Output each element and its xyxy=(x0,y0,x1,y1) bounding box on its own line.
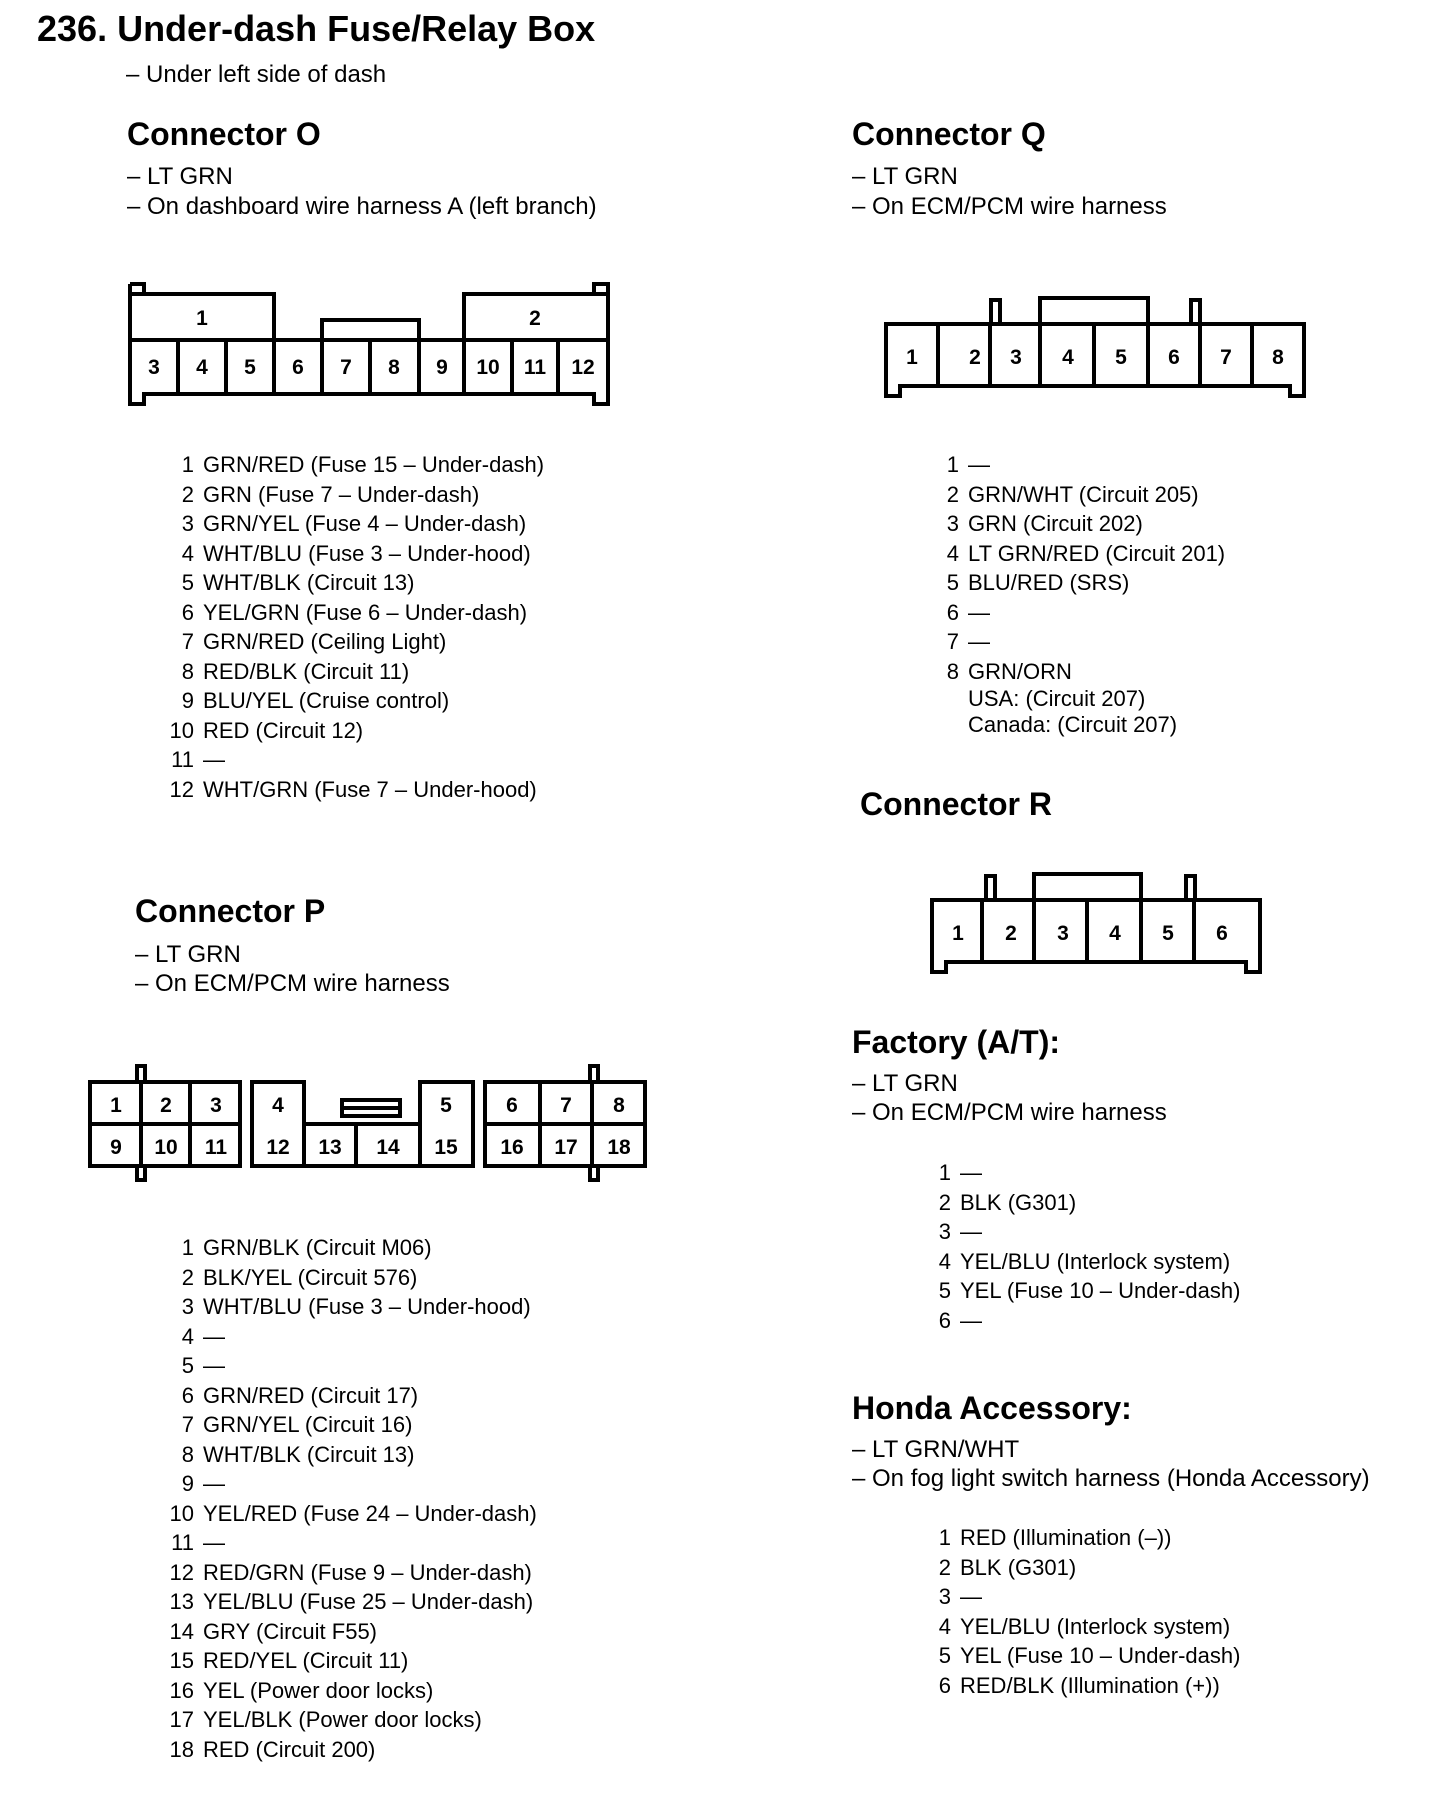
pin-row: 4 — xyxy=(181,1323,225,1349)
connector-p-pin-9: 9 xyxy=(110,1136,122,1159)
accessory-color: – LT GRN/WHT xyxy=(852,1436,1020,1463)
connector-r-pin-2: 2 xyxy=(1005,922,1017,945)
connector-p-heading: Connector P xyxy=(135,893,326,929)
pin-row: 5 — xyxy=(181,1353,225,1378)
pin-row: 2 BLK/YEL (Circuit 576) xyxy=(181,1264,418,1290)
connector-p-pin-12: 12 xyxy=(266,1136,290,1159)
pin-row: 10 RED (Circuit 12) xyxy=(169,717,364,743)
pin-row: 5 YEL (Fuse 10 – Under-dash) xyxy=(938,1643,1241,1668)
connector-q-location: – On ECM/PCM wire harness xyxy=(852,193,1167,220)
pin-row: 12 RED/GRN (Fuse 9 – Under-dash) xyxy=(169,1559,532,1585)
accessory-heading: Honda Accessory: xyxy=(852,1390,1132,1426)
pin-row: 7 GRN/YEL (Circuit 16) xyxy=(181,1412,413,1437)
factory-color: – LT GRN xyxy=(852,1070,958,1097)
connector-o-color: – LT GRN xyxy=(127,163,233,190)
pin-row: 1 GRN/BLK (Circuit M06) xyxy=(181,1235,432,1260)
pin-row: 4 LT GRN/RED (Circuit 201) xyxy=(946,540,1226,566)
connector-o-location: – On dashboard wire harness A (left branch) xyxy=(127,193,597,220)
connector-o-pin-2: 2 xyxy=(529,307,541,330)
pin-row: 9 — xyxy=(181,1471,225,1496)
pin-row: 4 YEL/BLU (Interlock system) xyxy=(938,1248,1231,1274)
pin-row: 10 YEL/RED (Fuse 24 – Under-dash) xyxy=(169,1500,537,1526)
connector-p-color: – LT GRN xyxy=(135,941,241,968)
connector-q-heading: Connector Q xyxy=(852,116,1046,152)
pin-row: 6 — xyxy=(938,1307,982,1333)
pin-row: 7 — xyxy=(946,629,990,654)
pin-row: 5 BLU/RED (SRS) xyxy=(946,570,1130,595)
pin-row: 6 GRN/RED (Circuit 17) xyxy=(181,1382,419,1408)
pin-row: 6 YEL/GRN (Fuse 6 – Under-dash) xyxy=(181,599,528,625)
connector-p-pin-16: 16 xyxy=(500,1136,524,1159)
connector-q-pin-3: 3 xyxy=(1010,346,1022,369)
connector-p-pin-4: 4 xyxy=(272,1094,284,1117)
factory-location: – On ECM/PCM wire harness xyxy=(852,1099,1167,1126)
pin-row: 8 WHT/BLK (Circuit 13) xyxy=(181,1441,415,1467)
connector-o-diagram xyxy=(122,272,622,412)
connector-r-pin-5: 5 xyxy=(1162,922,1174,945)
pin-row: 5 YEL (Fuse 10 – Under-dash) xyxy=(938,1278,1241,1303)
pin-row: 12 WHT/GRN (Fuse 7 – Under-hood) xyxy=(169,776,537,802)
pin-row: 8 RED/BLK (Circuit 11) xyxy=(181,658,410,684)
connector-p-pin-15: 15 xyxy=(434,1136,458,1159)
pin-row: 11 — xyxy=(171,1530,225,1555)
connector-o-pin-9: 9 xyxy=(436,356,448,379)
connector-p-pin-7: 7 xyxy=(560,1094,572,1117)
pin-row: 1 RED (Illumination (–)) xyxy=(938,1525,1172,1550)
pin-row: 11 — xyxy=(171,747,225,772)
connector-r-pin-4: 4 xyxy=(1109,922,1121,945)
pin-row: 3 GRN/YEL (Fuse 4 – Under-dash) xyxy=(181,511,527,536)
connector-q-pin-7: 7 xyxy=(1220,346,1232,369)
pin-row-cont: Canada: (Circuit 207) xyxy=(968,712,1178,737)
pin-row: 17 YEL/BLK (Power door locks) xyxy=(169,1707,482,1732)
connector-r-diagram xyxy=(924,868,1264,978)
connector-p-pin-13: 13 xyxy=(318,1136,342,1159)
pin-row: 1 GRN/RED (Fuse 15 – Under-dash) xyxy=(181,452,545,477)
pin-row: 2 BLK (G301) xyxy=(938,1554,1077,1580)
connector-q-color: – LT GRN xyxy=(852,163,958,190)
connector-p-pin-2: 2 xyxy=(160,1094,172,1117)
pin-row: 2 BLK (G301) xyxy=(938,1189,1077,1215)
accessory-pin-list xyxy=(921,1523,1240,1700)
pin-row: 4 WHT/BLU (Fuse 3 – Under-hood) xyxy=(181,540,531,566)
connector-p-diagram xyxy=(86,1062,666,1182)
connector-q-diagram xyxy=(880,292,1320,402)
connector-o-pin-10: 10 xyxy=(476,356,500,379)
pin-row: 1 — xyxy=(946,452,990,477)
connector-p-pin-14: 14 xyxy=(376,1136,400,1159)
connector-r-pin-6: 6 xyxy=(1216,922,1228,945)
pin-row: 3 — xyxy=(938,1584,982,1609)
connector-q-pin-6: 6 xyxy=(1168,346,1180,369)
connector-p-pin-5: 5 xyxy=(440,1094,452,1117)
box-location: – Under left side of dash xyxy=(126,61,387,88)
factory-heading: Factory (A/T): xyxy=(852,1024,1060,1060)
connector-q-pin-2: 2 xyxy=(969,346,981,369)
connector-q-pin-1: 1 xyxy=(906,346,918,369)
factory-pin-list xyxy=(921,1158,1240,1335)
connector-o-pin-8: 8 xyxy=(388,356,400,379)
pin-row: 3 GRN (Circuit 202) xyxy=(946,511,1143,536)
pin-row: 4 YEL/BLU (Interlock system) xyxy=(938,1613,1231,1639)
connector-p-pin-8: 8 xyxy=(613,1094,625,1117)
connector-o-heading: Connector O xyxy=(127,116,321,152)
connector-o-pin-6: 6 xyxy=(292,356,304,379)
pin-row: 14 GRY (Circuit F55) xyxy=(169,1618,378,1644)
pin-row: 3 — xyxy=(938,1219,982,1244)
connector-o-pin-11: 11 xyxy=(523,356,547,379)
connector-p-pin-6: 6 xyxy=(506,1094,518,1117)
pin-row: 5 WHT/BLK (Circuit 13) xyxy=(181,570,415,595)
connector-p-pin-3: 3 xyxy=(210,1094,222,1117)
connector-o-pin-1: 1 xyxy=(196,307,208,330)
connector-q-pin-5: 5 xyxy=(1115,346,1127,369)
connector-r-pin-1: 1 xyxy=(952,922,964,945)
connector-o-pin-5: 5 xyxy=(244,356,256,379)
connector-r-heading: Connector R xyxy=(860,786,1052,822)
connector-o-pin-3: 3 xyxy=(148,356,160,379)
pin-row: 13 YEL/BLU (Fuse 25 – Under-dash) xyxy=(169,1589,534,1614)
connector-p-pin-1: 1 xyxy=(110,1094,122,1117)
connector-p-pin-10: 10 xyxy=(154,1136,178,1159)
connector-q-pin-list xyxy=(929,450,1225,738)
connector-p-pin-17: 17 xyxy=(554,1136,578,1159)
pin-row: 16 YEL (Power door locks) xyxy=(169,1677,434,1703)
pin-row: 3 WHT/BLU (Fuse 3 – Under-hood) xyxy=(181,1294,531,1319)
connector-p-location: – On ECM/PCM wire harness xyxy=(135,970,450,997)
pin-row: 7 GRN/RED (Ceiling Light) xyxy=(181,629,447,654)
pin-row: 6 RED/BLK (Illumination (+)) xyxy=(938,1672,1220,1698)
connector-r-pin-3: 3 xyxy=(1057,922,1069,945)
connector-q-pin-8: 8 xyxy=(1272,346,1284,369)
connector-p-pin-18: 18 xyxy=(607,1136,631,1159)
pin-row: 15 RED/YEL (Circuit 11) xyxy=(169,1648,409,1673)
accessory-location: – On fog light switch harness (Honda Accessory) xyxy=(852,1465,1370,1492)
connector-o-pin-12: 12 xyxy=(571,356,595,379)
pin-row: 2 GRN/WHT (Circuit 205) xyxy=(946,481,1199,507)
pin-row-cont: USA: (Circuit 207) xyxy=(968,686,1146,711)
pin-row: 8 GRN/ORN xyxy=(946,658,1072,684)
connector-q-pin-4: 4 xyxy=(1062,346,1074,369)
pin-row: 6 — xyxy=(946,599,990,625)
pin-row: 1 — xyxy=(938,1160,982,1185)
connector-p-pin-11: 11 xyxy=(204,1136,228,1159)
pin-row: 9 BLU/YEL (Cruise control) xyxy=(181,688,450,713)
connector-o-pin-4: 4 xyxy=(196,356,208,379)
page-title: 236. Under-dash Fuse/Relay Box xyxy=(37,8,596,49)
pin-row: 2 GRN (Fuse 7 – Under-dash) xyxy=(181,481,480,507)
connector-o-pin-list xyxy=(164,450,544,804)
pin-row: 18 RED (Circuit 200) xyxy=(169,1736,376,1762)
connector-p-pin-list xyxy=(164,1233,537,1764)
connector-o-pin-7: 7 xyxy=(340,356,352,379)
